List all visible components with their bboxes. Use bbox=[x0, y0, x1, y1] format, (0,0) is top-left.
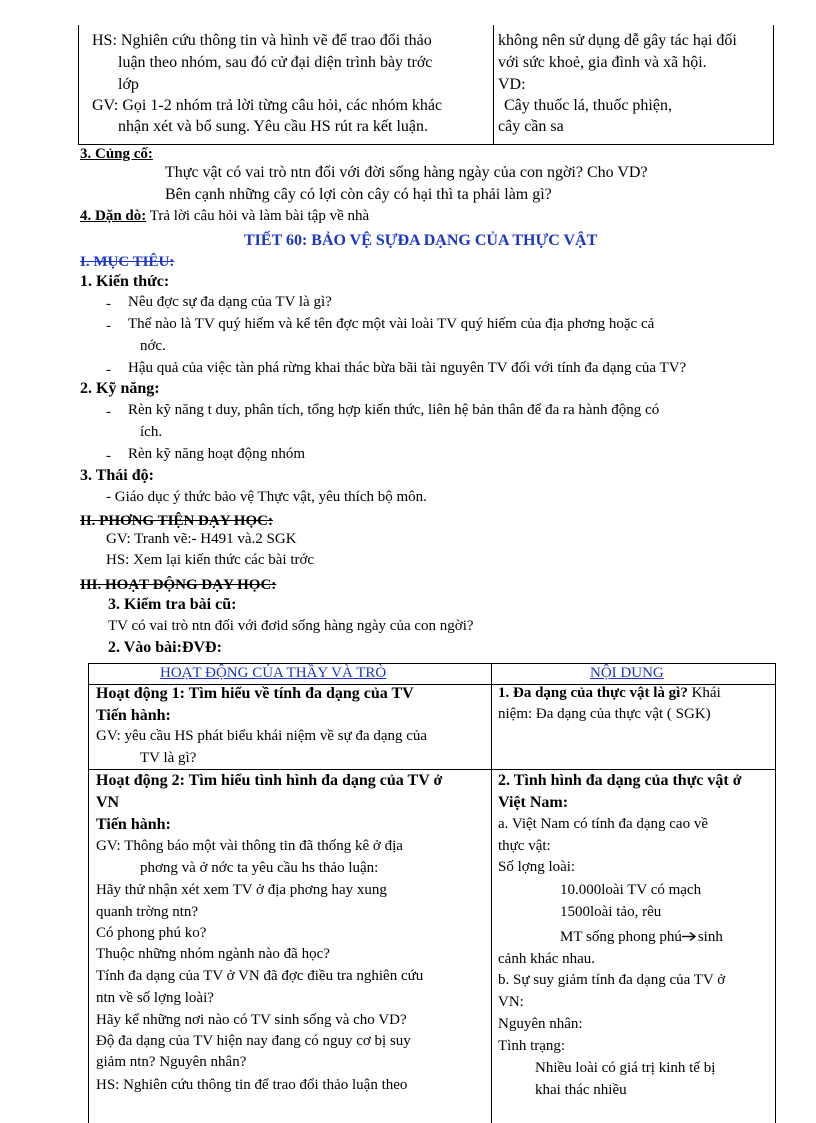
hoat-dong-1-line-1: GV: yêu cầu HS phát biểu khái niệm về sự đa dạng của bbox=[96, 728, 428, 744]
dan-do-text: Trả lời câu hỏi và làm bài tập về nhà bbox=[146, 208, 370, 224]
noi-dung-2-line-6 bbox=[560, 929, 723, 947]
bullet-dash: - bbox=[106, 448, 111, 464]
cung-co-heading: 3. Củng cố: bbox=[80, 146, 153, 162]
thai-do-heading: 3. Thái độ: bbox=[80, 467, 154, 484]
bullet-dash: - bbox=[106, 404, 111, 420]
activity-table-row-line bbox=[89, 769, 775, 770]
hoat-dong-2-line-10: Độ đa dạng của TV hiện nay đang có nguy cơ bị suy bbox=[96, 1033, 411, 1049]
noi-dung-2-line-5: 1500loài tảo, rêu bbox=[560, 904, 662, 920]
noi-dung-2-line-12: Nhiều loài có giá trị kinh tế bị bbox=[535, 1060, 716, 1076]
hoat-dong-2-line-9: Hãy kể những nơi nào có TV sinh sống và cho VD? bbox=[96, 1012, 407, 1028]
activity-table-divider bbox=[491, 664, 492, 1123]
hoat-dong-2-line-3: Hãy thử nhận xét xem TV ở địa phơng hay xung bbox=[96, 882, 387, 898]
top-left-line-4: GV: Gọi 1-2 nhóm trả lời từng câu hỏi, các nhóm khác bbox=[92, 97, 443, 114]
hoat-dong-2-title-1: Hoạt động 2: Tìm hiểu tình hình đa dạng của TV ở bbox=[96, 772, 443, 789]
hoat-dong-heading: III. HOẠT ĐỘNG DẠY HỌC: bbox=[80, 577, 277, 593]
kien-thuc-heading: 1. Kiến thức: bbox=[80, 273, 170, 290]
muc-tieu-heading: I. MỤC TIÊU: bbox=[80, 254, 175, 270]
noi-dung-2-line-8: b. Sự suy giảm tính đa dạng của TV ở bbox=[498, 972, 726, 988]
kiem-tra-question: TV có vai trò ntn đối với đơid sống hàng ngày của con ngời? bbox=[108, 618, 474, 634]
noi-dung-1-heading: 1. Đa dạng của thực vật là gì? bbox=[498, 685, 688, 701]
kien-thuc-item-2: Thế nào là TV quý hiếm và kể tên đợc một vài loài TV quý hiếm của địa phơng hoặc cả bbox=[128, 316, 655, 332]
top-left-line-5: nhận xét và bổ sung. Yêu cầu HS rút ra kết luận. bbox=[118, 118, 428, 135]
vao-bai: 2. Vào bài:ĐVĐ: bbox=[108, 639, 222, 656]
noi-dung-2-title-1: 2. Tình hình đa dạng của thực vật ở bbox=[498, 772, 742, 789]
col-header-activity: HOẠT ĐỘNG CỦA THẦY VÀ TRÒ bbox=[160, 665, 387, 681]
noi-dung-2-line-3: Số lợng loài: bbox=[498, 859, 576, 875]
noi-dung-2-title-2: Việt Nam: bbox=[498, 794, 569, 811]
noi-dung-2-line-1: a. Việt Nam có tính đa dạng cao về bbox=[498, 816, 708, 832]
noi-dung-2-line-11: Tình trạng: bbox=[498, 1038, 566, 1054]
col-header-content: NỘI DUNG bbox=[590, 665, 664, 681]
cung-co-line-2: Bên cạnh những cây có lợi còn cây có hại thì ta phải làm gì? bbox=[165, 186, 552, 203]
top-right-line-1: không nên sử dụng dễ gây tác hại đối bbox=[498, 32, 737, 49]
noi-dung-2-line-10: Nguyên nhân: bbox=[498, 1016, 583, 1032]
hoat-dong-2-line-1: GV: Thông báo một vài thông tin đã thống kê ở địa bbox=[96, 838, 403, 854]
hoat-dong-1-sub: Tiến hành: bbox=[96, 707, 171, 724]
hoat-dong-2-line-2: phơng và ở nớc ta yêu cầu hs thảo luận: bbox=[140, 860, 379, 876]
hoat-dong-2-line-5: Có phong phú ko? bbox=[96, 925, 207, 941]
top-right-line-4: Cây thuốc lá, thuốc phiện, bbox=[504, 97, 672, 114]
phuong-tien-hs: HS: Xem lại kiến thức các bài trớc bbox=[106, 552, 315, 568]
top-table-divider bbox=[493, 25, 494, 144]
kien-thuc-item-3: Hậu quả của việc tàn phá rừng khai thác bừa bãi tài nguyên TV đối với tính đa dạng của TV? bbox=[128, 360, 687, 376]
phuong-tien-heading: II. PHƠNG TIỆN DẠY HỌC: bbox=[80, 513, 273, 529]
hoat-dong-2-title-2: VN bbox=[96, 794, 120, 811]
top-left-line-2: luận theo nhóm, sau đó cử đại diện trình bày trớc bbox=[118, 54, 433, 71]
noi-dung-2-line-9: VN: bbox=[498, 994, 524, 1010]
bullet-dash: - bbox=[106, 318, 111, 334]
noi-dung-2-line-2: thực vật: bbox=[498, 838, 551, 854]
noi-dung-1-text: niệm: Đa dạng của thực vật ( SGK) bbox=[498, 706, 711, 722]
noi-dung-2-mt: MT sống phong phú bbox=[560, 929, 682, 945]
top-left-line-3: lớp bbox=[118, 76, 139, 93]
top-right-line-3: VD: bbox=[498, 76, 526, 93]
phuong-tien-gv: GV: Tranh vẽ:- H491 và.2 SGK bbox=[106, 531, 297, 547]
hoat-dong-2-line-11: giảm ntn? Nguyên nhân? bbox=[96, 1054, 247, 1070]
hoat-dong-2-line-12: HS: Nghiên cứu thông tin để trao đổi thảo luận theo bbox=[96, 1077, 408, 1093]
hoat-dong-2-line-6: Thuộc những nhóm ngành nào đã học? bbox=[96, 946, 330, 962]
hoat-dong-2-sub: Tiến hành: bbox=[96, 816, 171, 833]
arrow-right-icon bbox=[682, 930, 698, 947]
hoat-dong-1-title: Hoạt động 1: Tìm hiểu về tính đa dạng của TV bbox=[96, 685, 414, 702]
cung-co-line-1: Thực vật có vai trò ntn đối với đời sống hàng ngày của con ngời? Cho VD? bbox=[165, 164, 648, 181]
kien-thuc-item-2-cont: nớc. bbox=[140, 338, 166, 354]
top-right-line-2: với sức khoẻ, gia đình và xã hội. bbox=[498, 54, 707, 71]
noi-dung-1-title bbox=[498, 685, 721, 702]
lesson-title: TIẾT 60: BẢO VỆ SỰĐA DẠNG CỦA THỰC VẬT bbox=[244, 232, 598, 249]
noi-dung-2-line-13: khai thác nhiều bbox=[535, 1082, 627, 1098]
hoat-dong-1-line-2: TV là gì? bbox=[140, 750, 197, 766]
dan-do-heading: 4. Dặn dò: bbox=[80, 208, 147, 224]
hoat-dong-2-line-8: ntn về số lợng loài? bbox=[96, 990, 214, 1006]
dan-do bbox=[80, 208, 369, 225]
thai-do-text: - Giáo dục ý thức bảo vệ Thực vật, yêu thích bộ môn. bbox=[106, 489, 427, 505]
bullet-dash: - bbox=[106, 296, 111, 312]
bullet-dash: - bbox=[106, 362, 111, 378]
noi-dung-2-line-4: 10.000loài TV có mạch bbox=[560, 882, 702, 898]
kiem-tra-heading: 3. Kiểm tra bài cũ: bbox=[108, 596, 237, 613]
noi-dung-2-line-7: cảnh khác nhau. bbox=[498, 951, 596, 967]
ky-nang-heading: 2. Kỹ năng: bbox=[80, 380, 160, 397]
hoat-dong-2-line-7: Tính đa dạng của TV ở VN đã đợc điều tra nghiên cứu bbox=[96, 968, 424, 984]
kien-thuc-item-1: Nêu đợc sự đa dạng của TV là gì? bbox=[128, 294, 332, 310]
noi-dung-1-khai: Khái bbox=[687, 685, 721, 701]
hoat-dong-2-line-4: quanh trờng ntn? bbox=[96, 904, 199, 920]
top-left-line-1: HS: Nghiên cứu thông tin và hình vẽ để trao đổi thảo bbox=[92, 32, 432, 49]
ky-nang-item-1-cont: ích. bbox=[140, 424, 163, 440]
ky-nang-item-1: Rèn kỹ năng t duy, phân tích, tổng hợp kiến thức, liên hệ bản thân để đa ra hành động có bbox=[128, 402, 660, 418]
top-right-line-5: cây cần sa bbox=[498, 118, 564, 135]
noi-dung-2-sinh: sinh bbox=[697, 929, 723, 945]
ky-nang-item-2: Rèn kỹ năng hoạt động nhóm bbox=[128, 446, 306, 462]
